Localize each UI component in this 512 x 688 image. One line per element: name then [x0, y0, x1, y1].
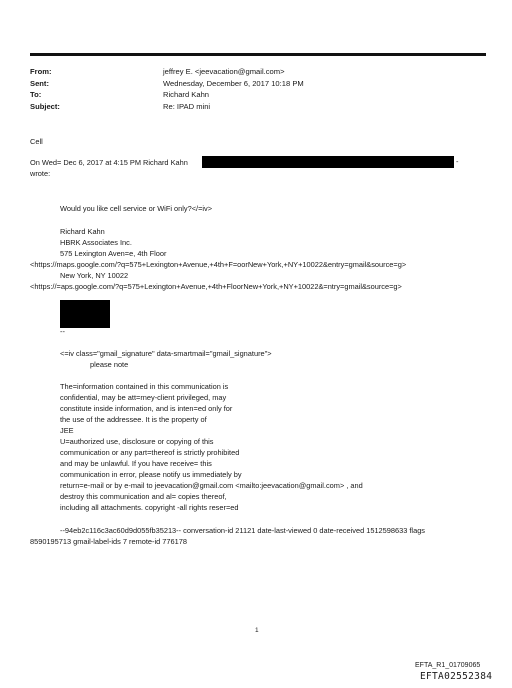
maps-link-2[interactable]: <https://=aps.google.com/?q=575+Lexington+Avenue,+4th+FloorNew+York,+NY+10022&=ntry=gmail&source=g>: [30, 282, 402, 291]
disclaimer-line: return=e-mail or by e-mail to jeevacation@gmail.com <mailto:jeevacation@gmail.com> , and: [60, 481, 363, 490]
disclaimer-line: including all attachments. copyright -all rights reser=ed: [60, 503, 239, 512]
quote-intro: On Wed= Dec 6, 2017 at 4:15 PM Richard Kahn: [30, 158, 188, 167]
disclaimer-line: communication in error, please notify us immediately by: [60, 470, 242, 479]
page-number: 1: [255, 627, 259, 634]
bates-number-small: EFTA_R1_01709065: [415, 662, 481, 669]
disclaimer-line: constitute inside information, and is inten=ed only for: [60, 404, 233, 413]
signature-name: Richard Kahn: [60, 227, 105, 236]
from-value: jeffrey E. <jeevacation@gmail.com>: [163, 67, 285, 76]
disclaimer-line: JEE: [60, 426, 74, 435]
reply-text: Cell: [30, 137, 43, 146]
to-value: Richard Kahn: [163, 90, 210, 99]
sent-value: Wednesday, December 6, 2017 10:18 PM: [163, 79, 304, 88]
signature-div-text: <=iv class="gmail_signature" data-smartmail="gmail_signature">: [60, 349, 272, 358]
to-label: To:: [30, 90, 42, 99]
metadata-line-1: --94eb2c116c3ac60d9d055fb35213-- conversation-id 21121 date-last-viewed 0 date-received 1512598633 flags: [60, 526, 425, 535]
signature-dashes: --: [60, 327, 65, 336]
signature-address: 575 Lexington Aven=e, 4th Floor: [60, 249, 167, 258]
metadata-line-2: 8590195713 gmail-label-ids 7 remote-id 776178: [30, 537, 187, 546]
disclaimer-line: confidential, may be att=rney-client privileged, may: [60, 393, 227, 402]
redaction-box: [202, 156, 454, 168]
disclaimer-line: communication or any part=thereof is strictly prohibited: [60, 448, 240, 457]
maps-link-1[interactable]: <https://maps.google.com/?q=575+Lexington+Avenue,+4th+F=oorNew+York,+NY+10022&entry=gmail&source=g>: [30, 260, 407, 269]
bates-number-large: EFTA02552384: [420, 671, 493, 682]
disclaimer-line: the use of the addressee. It is the property of: [60, 415, 207, 424]
please-note-text: please note: [90, 360, 129, 369]
signature-city: New York, NY 10022: [60, 271, 129, 280]
question-text: Would you like cell service or WiFi only?</=iv>: [60, 204, 213, 213]
header-rule: [30, 53, 486, 56]
subject-label: Subject:: [30, 102, 60, 111]
sent-label: Sent:: [30, 79, 49, 88]
disclaimer-line: destroy this communication and al= copies thereof,: [60, 492, 227, 501]
signature-company: HBRK Associates Inc.: [60, 238, 132, 247]
disclaimer-line: The=information contained in this communication is: [60, 382, 229, 391]
disclaimer-line: U=authorized use, disclosure or copying of this: [60, 437, 214, 446]
wrote-text: wrote:: [30, 169, 51, 178]
quote-dash: -: [456, 157, 459, 166]
redaction-box: [60, 300, 110, 328]
subject-value: Re: IPAD mini: [163, 102, 211, 111]
disclaimer-line: and may be unlawful. If you have receive= this: [60, 459, 212, 468]
from-label: From:: [30, 67, 52, 76]
